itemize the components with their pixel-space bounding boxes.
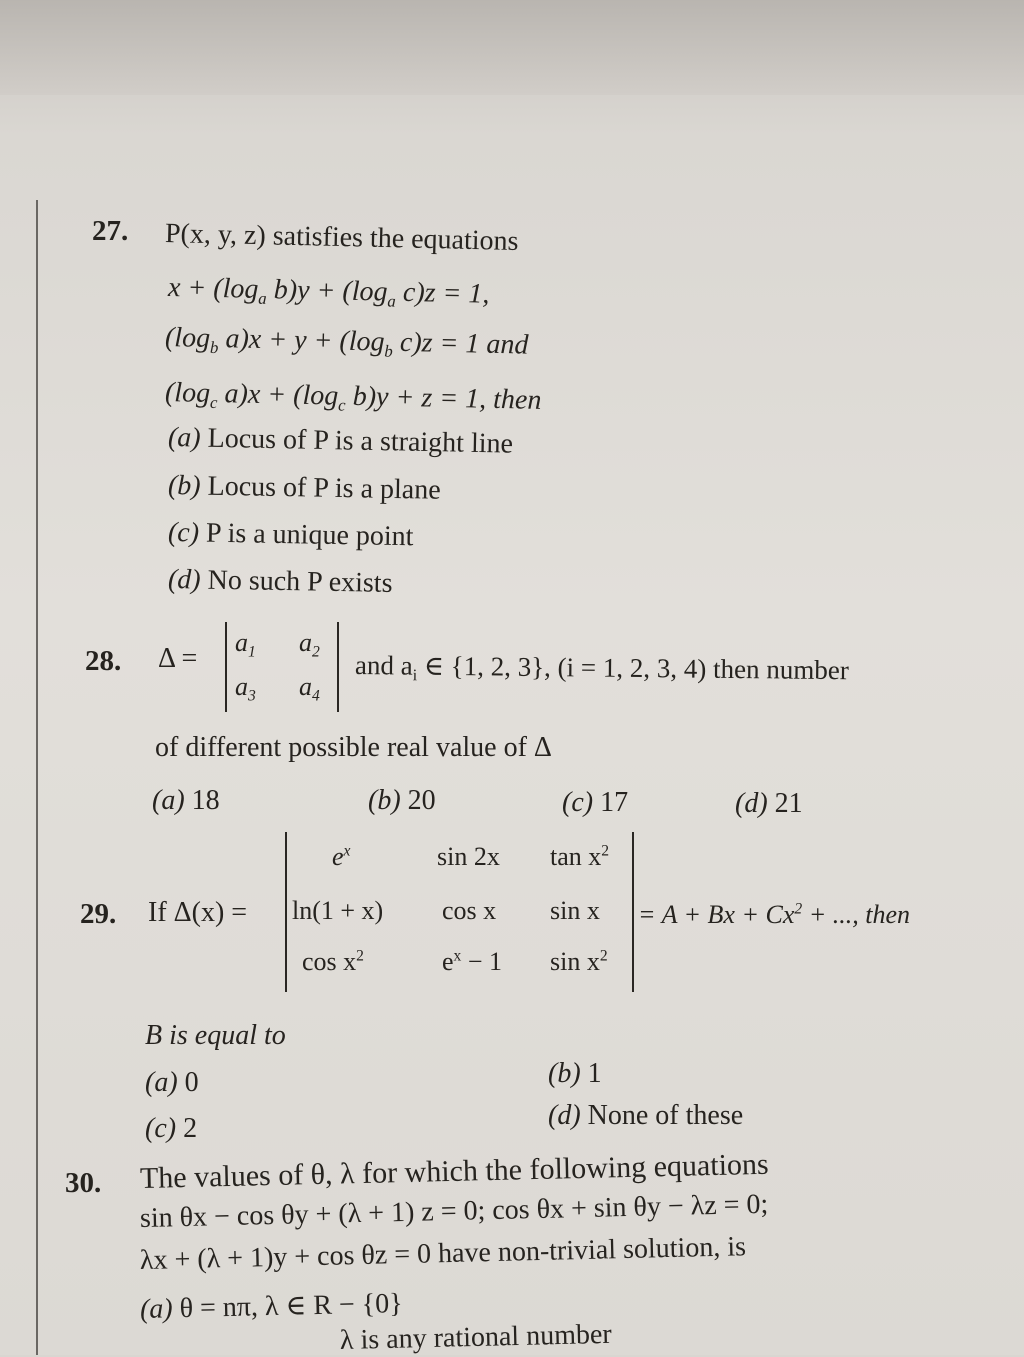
- option-text: No such P exists: [207, 564, 393, 599]
- option-text: Locus of P is a straight line: [207, 422, 514, 460]
- option-b: [368, 785, 436, 817]
- option-a: [140, 1286, 403, 1326]
- option-label: (b): [548, 1058, 581, 1089]
- option-label: (c): [562, 787, 594, 818]
- equation-2: ($\log_b$ $a)x + y + (\log_b$ c)z = 1 and: [164, 322, 529, 361]
- option-text: 17: [600, 787, 629, 818]
- option-text: 18: [191, 785, 220, 816]
- matrix-entry: $a_2$: [299, 628, 320, 661]
- option-b: [168, 470, 441, 507]
- option-label: (c): [145, 1113, 177, 1144]
- option-label: (d): [735, 788, 768, 819]
- option-text: 2: [183, 1113, 198, 1144]
- option-d: [548, 1100, 743, 1132]
- delta-lhs: Δ =: [158, 643, 198, 674]
- matrix-entry: $a_4$: [299, 672, 320, 705]
- option-a: [145, 1067, 199, 1099]
- question-number: 28.: [85, 645, 122, 677]
- option-b: [548, 1058, 602, 1090]
- matrix-entry: $\sin x^2$: [550, 947, 608, 976]
- matrix-entry: $e^x - 1$: [442, 947, 503, 976]
- option-label: (d): [167, 564, 201, 596]
- option-label: (b): [368, 785, 401, 816]
- delta-lhs: If Δ(x) =: [148, 897, 248, 928]
- question-stem: P(x, y, z) satisfies the equations: [164, 218, 519, 258]
- option-c: [562, 787, 628, 819]
- option-label: (a): [139, 1293, 174, 1325]
- option-text: P is a unique point: [205, 517, 414, 553]
- determinant-3x3: [285, 832, 634, 992]
- matrix-entry: ln(1 + x): [292, 896, 384, 925]
- option-c: [145, 1113, 197, 1145]
- expansion-rhs: = $A + Bx + Cx^2$ + ..., then: [638, 900, 910, 929]
- question-line-1: The values of θ, λ for which the following equations: [139, 1147, 769, 1195]
- option-text: 20: [407, 785, 436, 816]
- determinant-2x2: [225, 622, 339, 712]
- option-label: (b): [167, 470, 201, 502]
- question-line-3: λx + (λ + 1)y + cos θz = 0 have non-trivial solution, is: [139, 1231, 747, 1276]
- option-c: [168, 517, 414, 553]
- option-text: 0: [184, 1067, 199, 1098]
- question-line-2: of different possible real value of Δ: [155, 732, 552, 763]
- option-d: [735, 788, 803, 820]
- question-number: 27.: [92, 215, 129, 247]
- question-number: 30.: [65, 1167, 102, 1199]
- matrix-entry: $\cos x^2$: [302, 947, 364, 976]
- condition-text: and $a_i$ ∈ {1, 2, 3}, (i = 1, 2, 3, 4) then number: [354, 650, 849, 686]
- option-d: [168, 564, 393, 600]
- matrix-entry: cos x: [442, 896, 497, 925]
- matrix-entry: sin x: [550, 896, 600, 925]
- option-label: (a): [167, 422, 201, 454]
- option-text: θ = nπ, λ ∈ R − {0}: [179, 1288, 403, 1325]
- equation-3: ($\log_c$ $a)x + (\log_c$ b)y + z = 1, then: [164, 377, 542, 416]
- option-label: (a): [145, 1067, 178, 1098]
- matrix-entry: $\tan x^2$: [550, 842, 610, 871]
- equation-1: $x + (\log_a$ $b)y + (\log_a$ c)z = 1,: [167, 272, 490, 311]
- option-a: [152, 785, 220, 817]
- question-line-2: B is equal to: [145, 1020, 286, 1051]
- matrix-entry: $a_3$: [235, 672, 256, 705]
- matrix-entry: sin 2x: [437, 842, 500, 871]
- option-text: None of these: [587, 1100, 744, 1131]
- option-text: 21: [774, 788, 803, 819]
- option-label: (c): [167, 517, 200, 549]
- question-number: 29.: [80, 898, 117, 930]
- option-a: [168, 422, 514, 461]
- option-label: (a): [152, 785, 185, 816]
- matrix-entry: $e^x$: [332, 842, 351, 871]
- cut-off-line: λ is any rational number: [339, 1318, 613, 1356]
- question-line-2: sin θx − cos θy + (λ + 1) z = 0; cos θx + sin θy − λz = 0;: [139, 1188, 769, 1234]
- option-text: Locus of P is a plane: [207, 470, 441, 506]
- option-label: (d): [548, 1100, 581, 1131]
- option-text: 1: [587, 1058, 602, 1089]
- matrix-entry: $a_1$: [235, 628, 256, 661]
